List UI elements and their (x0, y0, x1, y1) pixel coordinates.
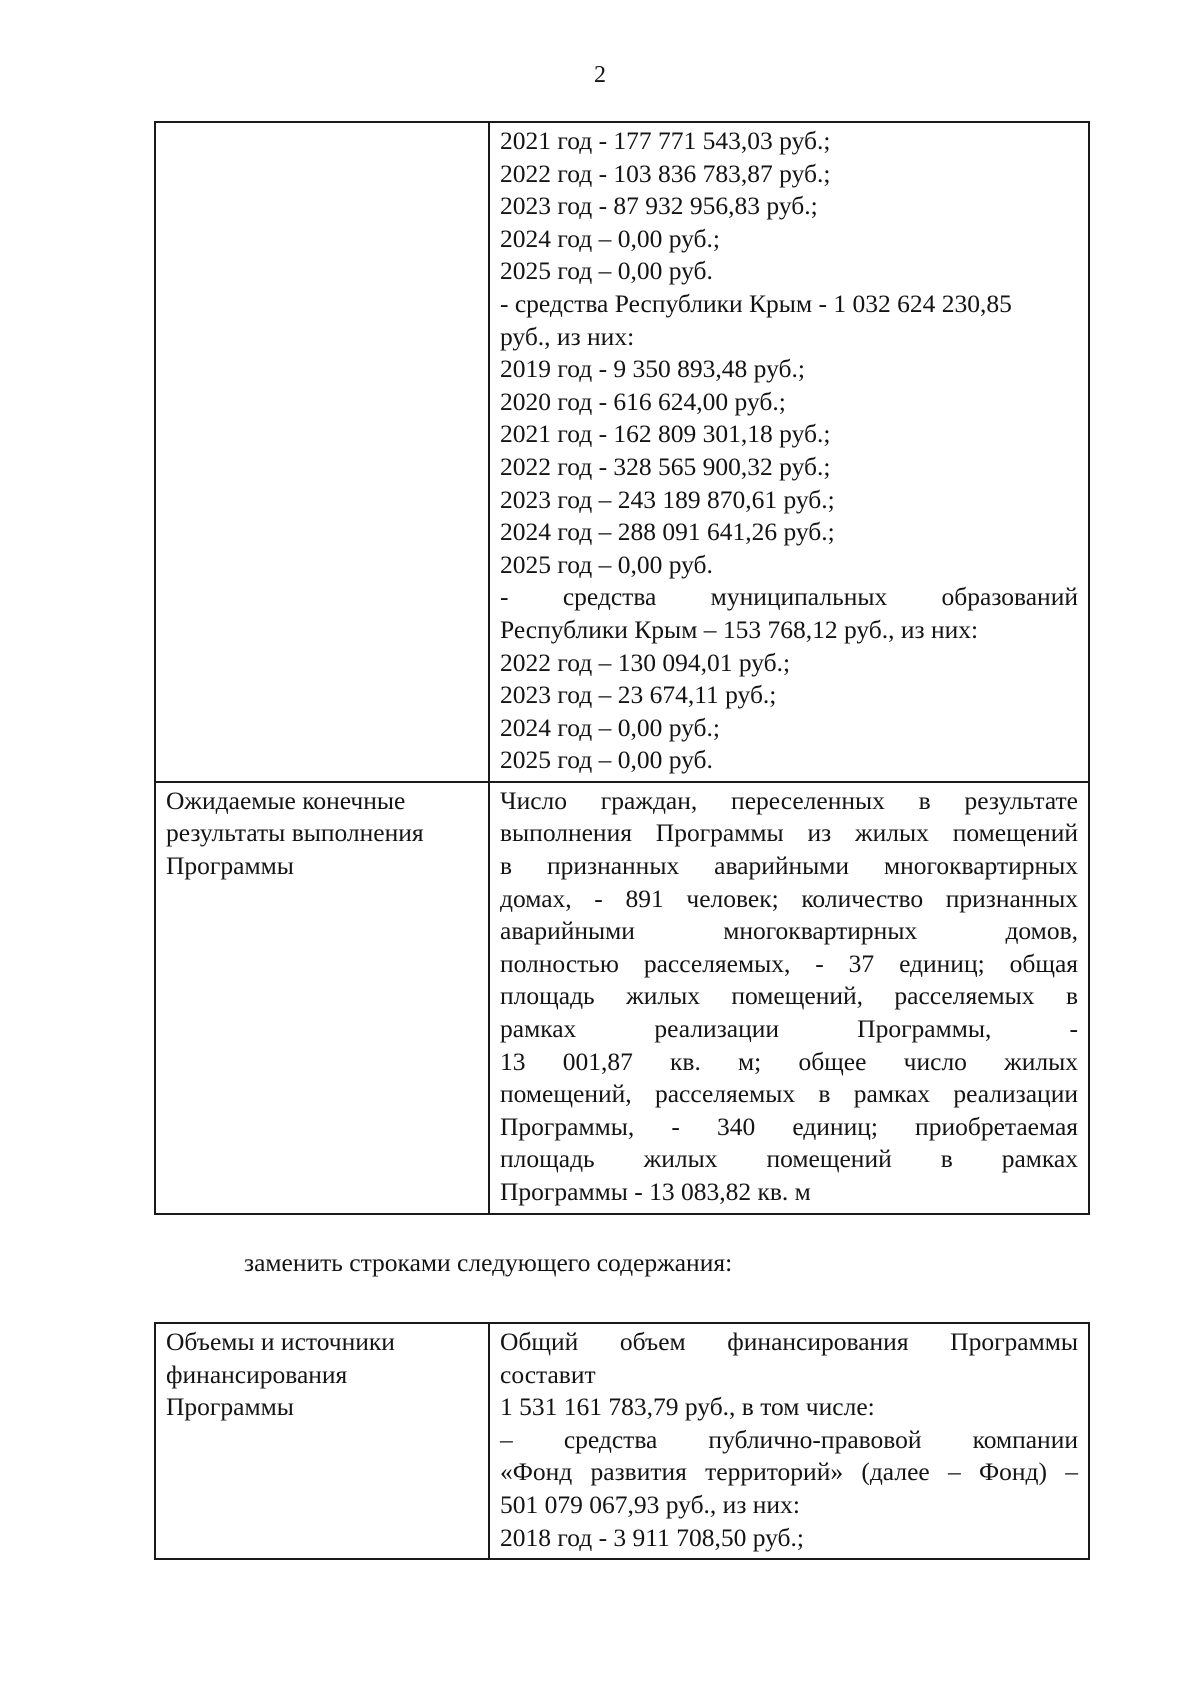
row-label-line: Объемы и источники (166, 1327, 395, 1356)
table-row-funding-new (155, 1323, 1089, 1559)
funding-line: 2022 год - 328 565 900,32 руб.; (500, 451, 831, 481)
results-line: Программы, - 340 единиц; приобретаемая (500, 1111, 1078, 1141)
funding-line: 2023 год – 23 674,11 руб.; (500, 680, 777, 710)
funding-new-line: Общий объем финансирования Программы (500, 1327, 1078, 1356)
funding-line: Республики Крым – 153 768,12 руб., из них: (500, 614, 979, 644)
row-label-line: финансирования (166, 1359, 348, 1389)
row-label-cell (155, 782, 489, 1214)
results-line: Число граждан, переселенных в результате (500, 785, 1078, 815)
program-table-old (154, 121, 1090, 1215)
funding-line: 2022 год – 130 094,01 руб.; (500, 647, 791, 677)
results-line: выполнения Программы из жилых помещений (500, 818, 1078, 848)
funding-new-line: составит (500, 1359, 596, 1389)
program-table-new (154, 1322, 1090, 1560)
table-row-expected-results (155, 782, 1089, 1214)
row-label-line: Программы (166, 1392, 294, 1422)
funding-new-line: «Фонд развития территорий» (далее – Фонд) – (500, 1457, 1078, 1487)
funding-new-line: 2018 год - 3 911 708,50 руб.; (500, 1522, 804, 1552)
replace-instruction: заменить строками следующего содержания: (244, 1248, 733, 1277)
results-line: аварийными многоквартирных домов, (500, 916, 1078, 946)
results-line: рамках реализации Программы, - (500, 1014, 1078, 1044)
funding-line: 2025 год – 0,00 руб. (500, 745, 713, 775)
results-line: домах, - 891 человек; количество признанных (500, 883, 1078, 913)
row-label-line: Ожидаемые конечные (166, 785, 406, 815)
row-label-cell (155, 1323, 489, 1559)
funding-line: 2025 год – 0,00 руб. (500, 256, 713, 286)
funding-details-cell (489, 122, 1089, 782)
row-label-line: результаты выполнения (166, 818, 424, 848)
page-number: 2 (594, 62, 606, 88)
funding-line: 2023 год – 243 189 870,61 руб.; (500, 484, 835, 514)
funding-new-line: 1 531 161 783,79 руб., в том числе: (500, 1392, 875, 1422)
results-line: площадь жилых помещений, расселяемых в (500, 981, 1078, 1011)
results-line: полностью расселяемых, - 37 единиц; общая (500, 948, 1078, 978)
funding-new-line: – средства публично-правовой компании (500, 1424, 1078, 1454)
results-line: площадь жилых помещений в рамках (500, 1144, 1078, 1174)
funding-line: 2024 год – 0,00 руб.; (500, 712, 720, 742)
results-line: 13 001,87 кв. м; общее число жилых (500, 1046, 1078, 1076)
funding-line: 2024 год – 288 091 641,26 руб.; (500, 517, 835, 547)
funding-line: 2020 год - 616 624,00 руб.; (500, 386, 786, 416)
funding-line: - средства муниципальных образований (500, 582, 1078, 612)
funding-line: 2024 год – 0,00 руб.; (500, 223, 720, 253)
funding-line: 2021 год - 177 771 543,03 руб.; (500, 126, 831, 155)
funding-line: 2022 год - 103 836 783,87 руб.; (500, 158, 831, 188)
funding-line: 2019 год - 9 350 893,48 руб.; (500, 354, 805, 384)
funding-new-details-cell (489, 1323, 1089, 1559)
funding-line: 2023 год - 87 932 956,83 руб.; (500, 191, 818, 221)
results-line: в признанных аварийными многоквартирных (500, 851, 1078, 881)
row-label-cell-empty (155, 122, 489, 782)
results-details-cell (489, 782, 1089, 1214)
results-line: Программы - 13 083,82 кв. м (500, 1177, 811, 1206)
funding-line: 2021 год - 162 809 301,18 руб.; (500, 419, 831, 449)
funding-new-line: 501 079 067,93 руб., из них: (500, 1489, 800, 1519)
results-line: помещений, расселяемых в рамках реализации (500, 1079, 1078, 1109)
funding-line: руб., из них: (500, 321, 635, 351)
funding-line: - средства Республики Крым - 1 032 624 230,85 (500, 288, 1012, 318)
table-row-funding-continued (155, 122, 1089, 782)
row-label-line: Программы (166, 851, 294, 881)
funding-line: 2025 год – 0,00 руб. (500, 549, 713, 579)
